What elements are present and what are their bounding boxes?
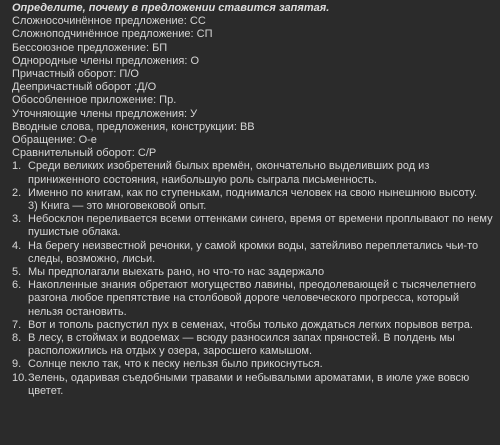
item-number: 7. [12, 318, 22, 331]
legend-line-o: Однородные члены предложения: О [12, 54, 200, 67]
item-text: Среди великих изобретений былых времён, окончательно выделивших род из приниженного состояния, наибольшую роль сыграла письменность. [28, 160, 430, 186]
item-number: 8. [12, 332, 22, 345]
legend-line-bp: Бессоюзное предложение: БП [12, 41, 168, 54]
list-item [12, 213, 494, 239]
abbreviation-legend [12, 15, 494, 160]
list-item [12, 358, 494, 371]
legend-line-oe: Обращение: О-е [12, 134, 97, 147]
list-item [12, 319, 494, 332]
legend-line-do: Деепричастный оборот :Д/О [12, 81, 157, 94]
item-text: Именно по книгам, как по ступенькам, поднимался человек на свою нынешнюю высоту. [28, 186, 478, 199]
item-text: В лесу, в стоймах и водоемах — всюду разносился запах пряностей. В полдень мы расположились на отдых у озера, заросшего камышом. [28, 332, 455, 358]
item-text: Вот и тополь распустил пух в семенах, чтобы только дождаться легких порывов ветра. [28, 318, 473, 331]
item-text: Зелень, одаривая съедобными травами и небывалыми ароматами, в июле уже вовсю цветет. [28, 371, 470, 397]
list-item [12, 240, 494, 266]
item-number: 1. [12, 160, 22, 173]
item-number: 3. [12, 213, 22, 226]
list-item [12, 187, 494, 213]
legend-line-pr: Обособленное приложение: Пр. [12, 94, 177, 107]
item-text: Мы предполагали выехать рано, но что-то нас задержало [28, 266, 325, 279]
item-number: 2. [12, 186, 22, 199]
item-number: 9. [12, 358, 22, 371]
item-text: Небосклон переливается всеми оттенками синего, время от времени проплывают по нему пушистые облака. [28, 213, 493, 239]
item-text: Накопленные знания обретают могущество лавины, преодолевающей с тысячелетнего разгона любое препятствие на столбовой дороге человеческого прогресса, который нельзя остановить. [28, 279, 476, 318]
item-text: Солнце пекло так, что к песку нельзя было прикоснуться. [28, 358, 323, 371]
legend-line-po: Причастный оборот: П/О [12, 68, 139, 81]
list-item [12, 279, 494, 319]
legend-line-sr: Сравнительный оборот: С/Р [12, 147, 157, 160]
legend-line-sp: Сложноподчинённое предложение: СП [12, 28, 213, 41]
item-extra-text: 3) Книга — это многовековой опыт. [28, 200, 207, 213]
item-number: 4. [12, 239, 22, 252]
list-item [12, 160, 494, 186]
list-item [12, 372, 494, 398]
item-text: На берегу неизвестной речонки, у самой кромки воды, затейливо переплетались чьи-то следы, возможно, лисьи. [28, 239, 479, 265]
list-item [12, 266, 494, 279]
legend-line-ss: Сложносочинённое предложение: СС [12, 15, 206, 28]
item-number: 6. [12, 279, 22, 292]
item-number: 10. [12, 371, 28, 384]
sentence-list [12, 160, 494, 398]
item-number: 5. [12, 266, 22, 279]
legend-line-vv: Вводные слова, предложения, конструкции: ВВ [12, 120, 255, 133]
legend-line-u: Уточняющие члены предложения: У [12, 107, 198, 120]
task-title: Определите, почему в предложении ставится запятая. [12, 2, 330, 14]
list-item [12, 332, 494, 358]
